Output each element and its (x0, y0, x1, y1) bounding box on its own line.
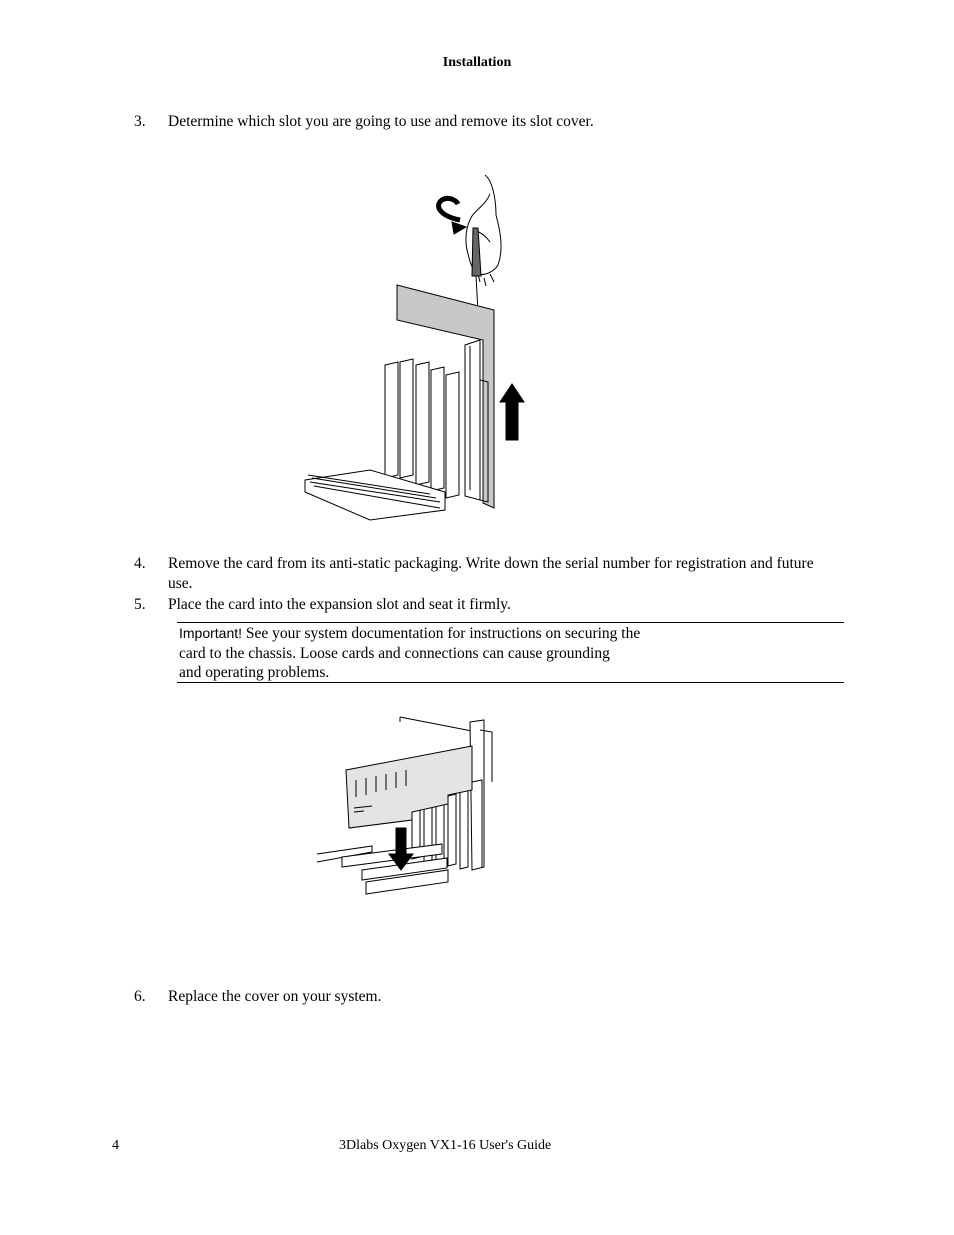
note-line-1: See your system documentation for instructions on securing the (242, 625, 641, 642)
note-label: Important! (179, 625, 243, 641)
step-number: 4. (134, 555, 146, 572)
step-3 (134, 112, 854, 134)
remove-slot-cover-illustration (300, 170, 540, 525)
page-number: 4 (112, 1138, 119, 1153)
step-text: Remove the card from its anti-static packaging. Write down the serial number for registration and future use. (168, 555, 814, 592)
note-line-2: card to the chassis. Loose cards and connections can cause grounding (179, 644, 610, 662)
step-5 (134, 595, 854, 617)
step-4 (134, 554, 854, 596)
step-number: 3. (134, 113, 146, 130)
insert-card-illustration (312, 712, 512, 902)
footer-title: 3Dlabs Oxygen VX1-16 User's Guide (339, 1138, 552, 1153)
page-header: Installation (442, 55, 512, 70)
step-text: Place the card into the expansion slot and seat it firmly. (168, 596, 511, 613)
step-number: 6. (134, 988, 146, 1005)
note-line-3: and operating problems. (179, 664, 330, 681)
step-6 (134, 987, 854, 1009)
step-number: 5. (134, 596, 146, 613)
important-note (177, 622, 844, 683)
step-text: Replace the cover on your system. (168, 988, 382, 1005)
step-text: Determine which slot you are going to use and remove its slot cover. (168, 113, 594, 130)
